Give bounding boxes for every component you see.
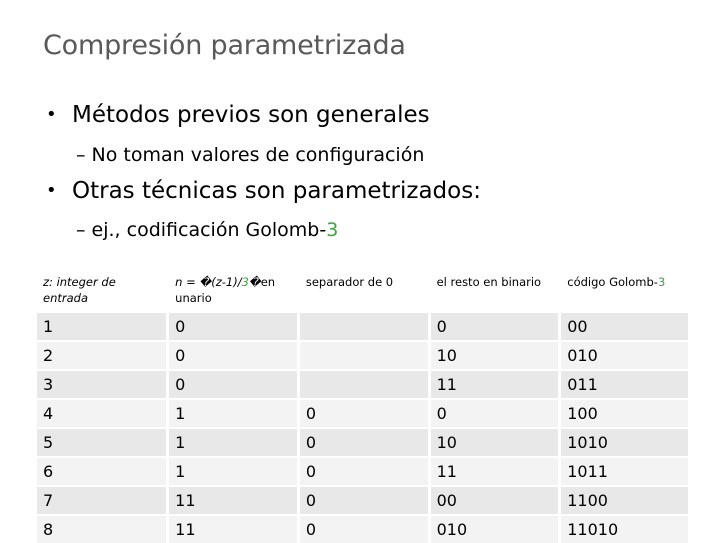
cell-remainder: 11 <box>429 457 560 486</box>
cell-separator: 0 <box>298 515 429 543</box>
cell-quotient: 1 <box>168 399 299 428</box>
cell-remainder: 0 <box>429 399 560 428</box>
cell-golomb-code: 1010 <box>560 428 690 457</box>
table-row <box>37 457 690 486</box>
cell-remainder: 10 <box>429 341 560 370</box>
cell-input: 5 <box>37 428 168 457</box>
cell-golomb-code: 010 <box>560 341 690 370</box>
golomb-table <box>37 268 691 543</box>
bullet-glyph: • <box>46 104 57 125</box>
table-row <box>37 341 690 370</box>
cell-input: 8 <box>37 515 168 543</box>
cell-golomb-code: 1011 <box>560 457 690 486</box>
cell-quotient: 1 <box>168 457 299 486</box>
cell-remainder: 00 <box>429 486 560 515</box>
table-row <box>37 370 690 399</box>
cell-input: 1 <box>37 312 168 341</box>
bullet-2-text: Otras técnicas son parametrizados: <box>72 178 481 204</box>
header-remainder: el resto en binario <box>429 268 560 312</box>
sub-bullet-dash: – <box>76 144 86 166</box>
cell-quotient: 11 <box>168 515 299 543</box>
table-row <box>37 312 690 341</box>
bullet-1-text: Métodos previos son generales <box>72 102 430 128</box>
table-row <box>37 486 690 515</box>
header-input: z: integer de entrada <box>37 268 168 312</box>
sub-bullet-2-text: ej., codificación Golomb- <box>91 219 327 241</box>
header-quotient: n = �(z-1)/3�en unario <box>168 268 299 312</box>
cell-remainder: 10 <box>429 428 560 457</box>
cell-remainder: 010 <box>429 515 560 543</box>
cell-separator <box>298 312 429 341</box>
cell-golomb-code: 11010 <box>560 515 690 543</box>
cell-separator: 0 <box>298 399 429 428</box>
cell-separator: 0 <box>298 486 429 515</box>
cell-input: 2 <box>37 341 168 370</box>
cell-remainder: 11 <box>429 370 560 399</box>
cell-input: 6 <box>37 457 168 486</box>
bullet-glyph: • <box>46 180 57 201</box>
cell-golomb-code: 00 <box>560 312 690 341</box>
cell-remainder: 0 <box>429 312 560 341</box>
cell-separator <box>298 341 429 370</box>
cell-separator <box>298 370 429 399</box>
table-row <box>37 515 690 543</box>
sub-bullet-dash: – <box>76 219 86 241</box>
cell-input: 4 <box>37 399 168 428</box>
slide-title: Compresión parametrizada <box>43 30 406 61</box>
cell-separator: 0 <box>298 428 429 457</box>
cell-quotient: 0 <box>168 341 299 370</box>
header-separator: separador de 0 <box>298 268 429 312</box>
sub-bullet-2 <box>76 217 338 243</box>
golomb-parameter: 3 <box>326 219 339 241</box>
table-header-row <box>37 268 690 312</box>
cell-quotient: 0 <box>168 312 299 341</box>
header-golomb-code: código Golomb-3 <box>560 268 690 312</box>
cell-golomb-code: 011 <box>560 370 690 399</box>
cell-separator: 0 <box>298 457 429 486</box>
cell-quotient: 11 <box>168 486 299 515</box>
cell-input: 7 <box>37 486 168 515</box>
table-row <box>37 399 690 428</box>
cell-input: 3 <box>37 370 168 399</box>
table-row <box>37 428 690 457</box>
cell-quotient: 1 <box>168 428 299 457</box>
cell-quotient: 0 <box>168 370 299 399</box>
cell-golomb-code: 1100 <box>560 486 690 515</box>
sub-bullet-1-text: No toman valores de configuración <box>91 144 425 166</box>
cell-golomb-code: 100 <box>560 399 690 428</box>
sub-bullet-1 <box>76 142 424 168</box>
